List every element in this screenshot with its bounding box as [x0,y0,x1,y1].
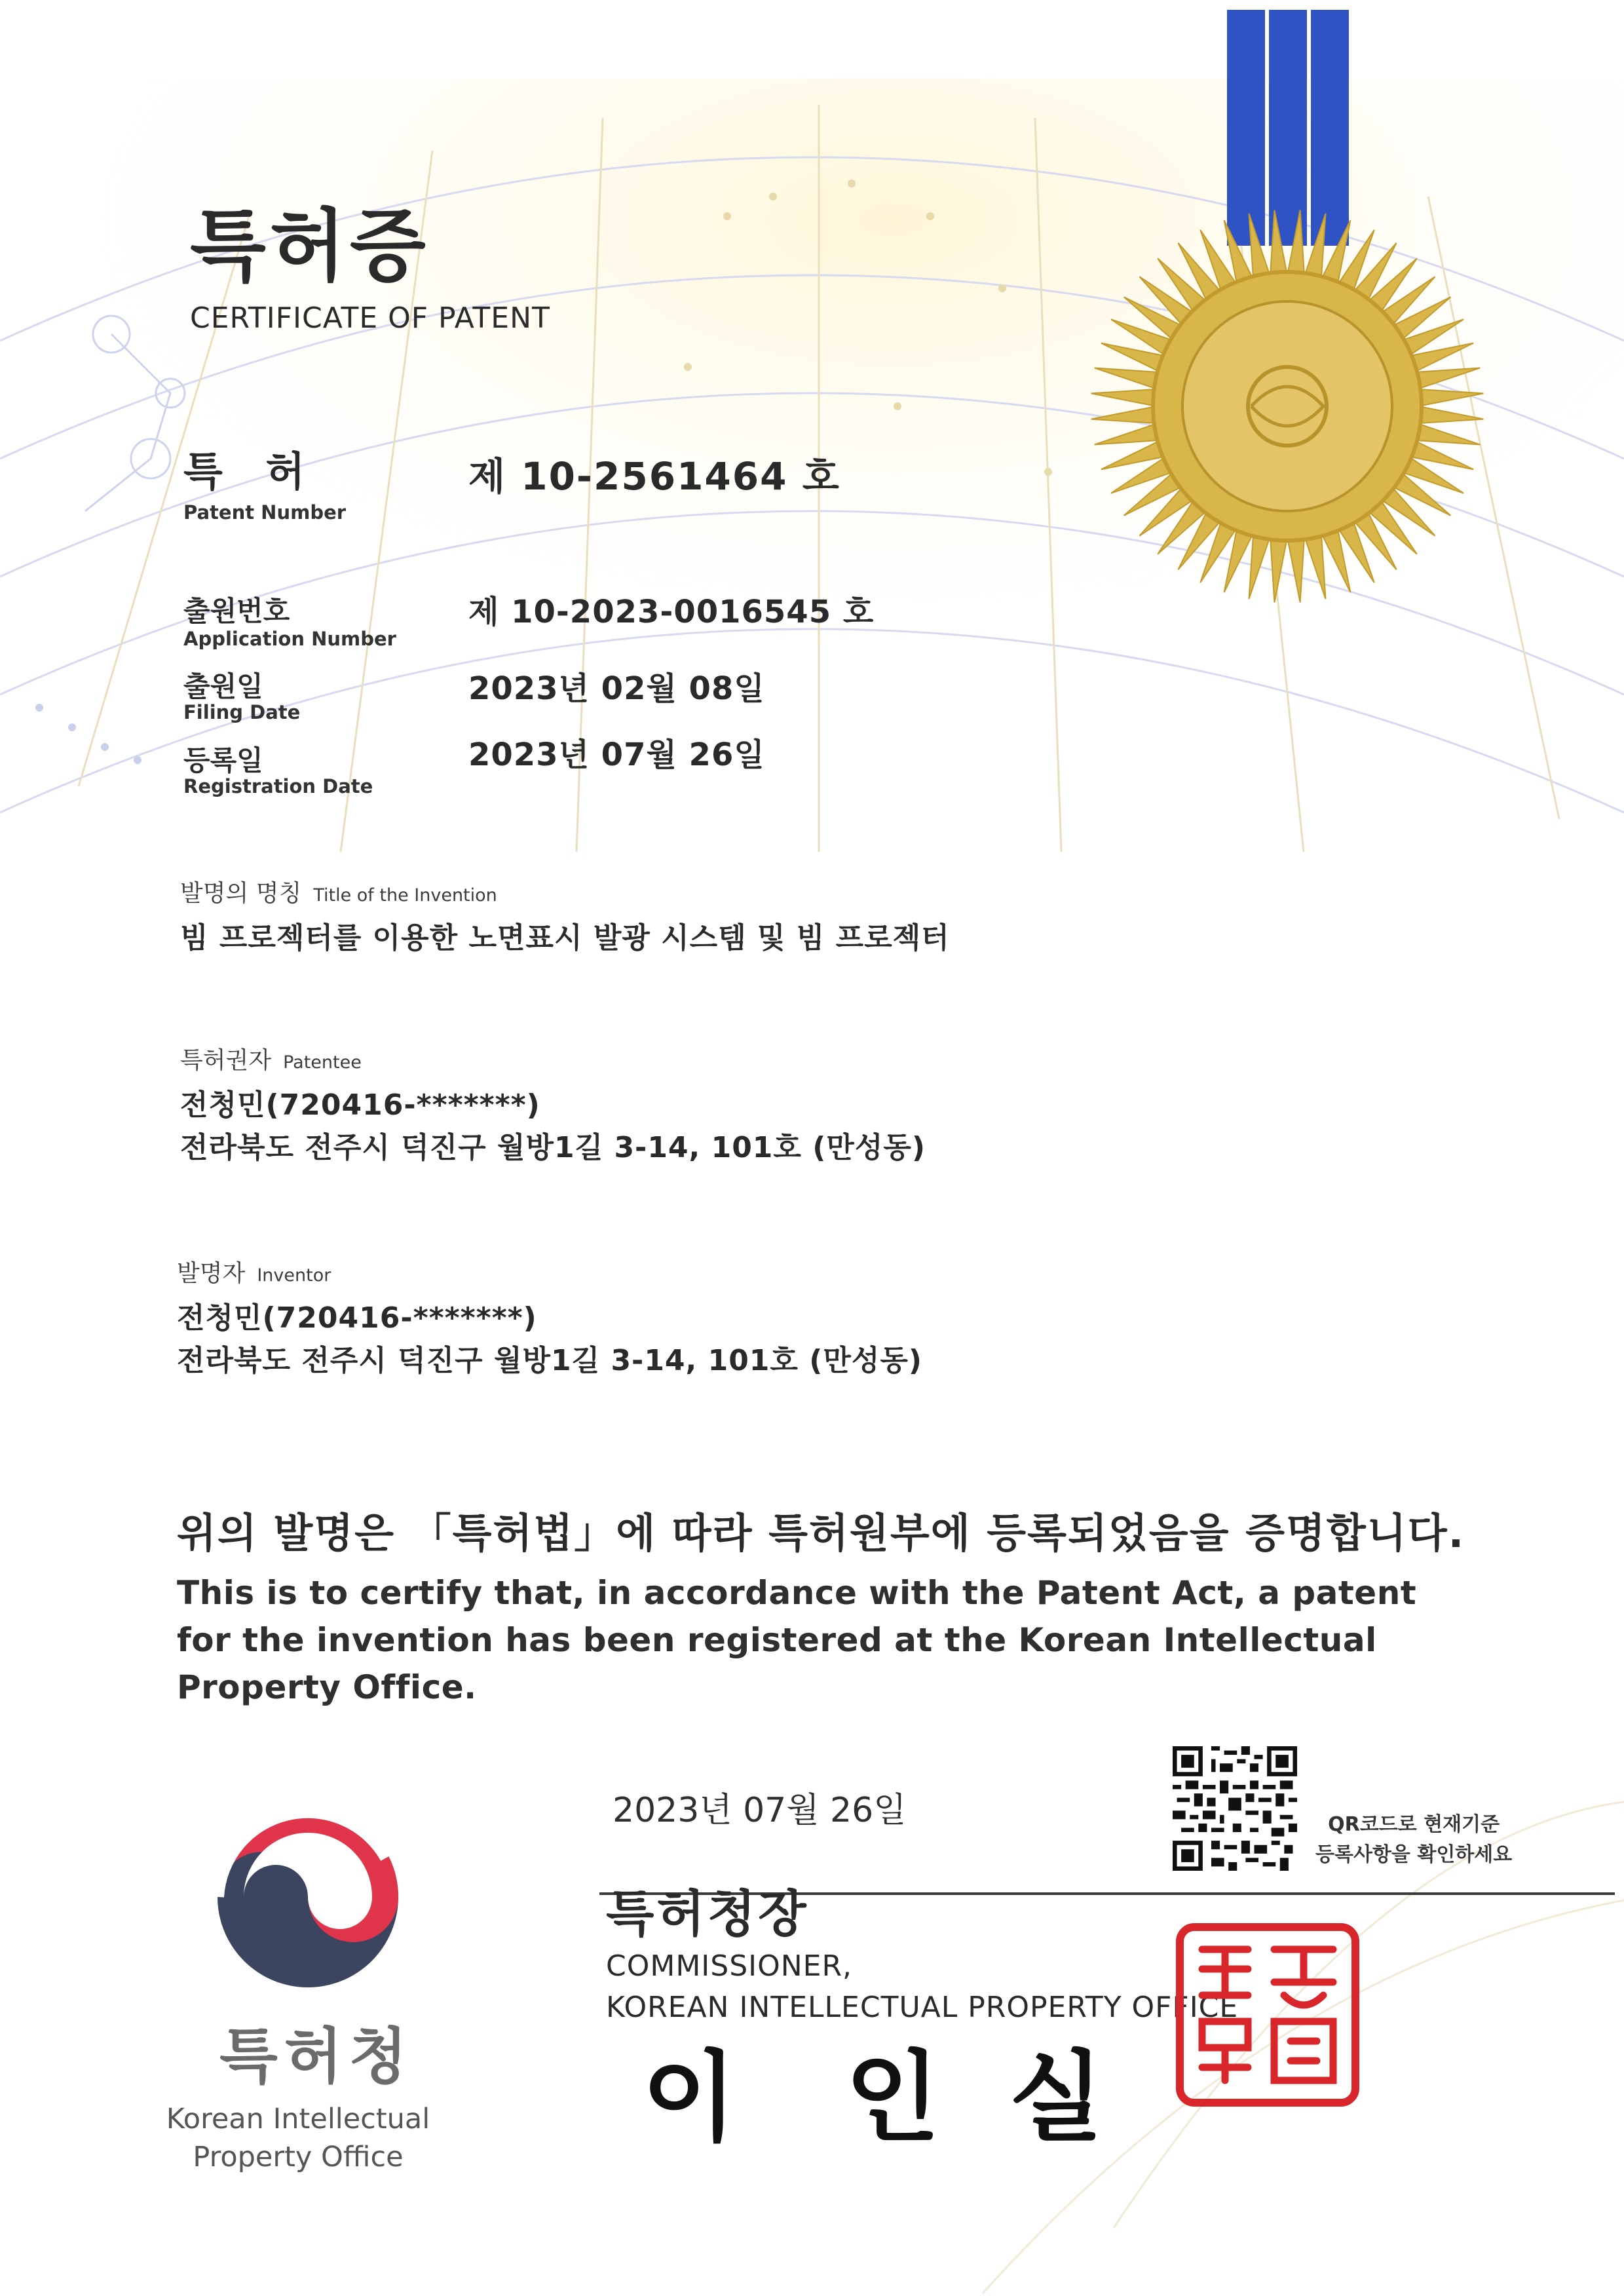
signature-char-1: 이 [642,2040,737,2155]
patent-number-label: 특 허 [183,448,320,495]
inventor-label-ko: 발명자 [177,1260,246,1287]
qr-note-line1: QR코드로 현재기준 [1328,1813,1500,1836]
patent-number-label-en: Patent Number [183,501,347,524]
signature-char-2: 인 [845,2040,940,2155]
qr-note-line2: 등록사항을 확인하세요 [1315,1843,1513,1866]
application-number-value: 제 10-2023-0016545 호 [468,594,875,630]
commissioner-title-en-line1: COMMISSIONER, [606,1949,852,1983]
inventor-name: 전청민(720416-*******) [177,1301,537,1335]
patentee-label-en: Patentee [283,1052,362,1073]
invention-label-ko: 발명의 명칭 [180,880,302,907]
commissioner-title-ko: 특허청장 [606,1885,809,1943]
office-name-en: Korean Intellectual Property Office [166,2103,430,2173]
filing-date-value: 2023년 02월 08일 [468,670,765,707]
registration-date-label: 등록일 [183,744,263,776]
inventor-section-label [177,1255,331,1288]
filing-date-label: 출원일 [183,670,263,702]
application-number-label: 출원번호 [183,595,290,627]
registration-date-value: 2023년 07월 26일 [468,737,765,773]
inventor-address: 전라북도 전주시 덕진구 월방1길 3-14, 101호 (만성동) [177,1344,922,1377]
document-title: 특허증 [190,201,430,292]
patentee-section-label [180,1042,362,1075]
application-number-label-en: Application Number [183,628,396,650]
patentee-address: 전라북도 전주시 덕진구 월방1길 3-14, 101호 (만성동) [180,1131,926,1164]
qr-note [1315,1810,1512,1870]
office-name-ko: 특허청 [219,2021,414,2092]
patentee-name: 전청민(720416-*******) [180,1088,540,1122]
kipo-taegeuk-logo [210,1799,406,1995]
invention-title: 빔 프로젝터를 이용한 노면표시 발광 시스템 및 빔 프로젝터 [180,921,950,955]
inventor-label-en: Inventor [257,1265,331,1286]
commissioner-title-en-line2: KOREAN INTELLECTUAL PROPERTY OFFICE [606,1991,1239,2024]
filing-date-label-en: Filing Date [183,701,301,723]
invention-section-label [180,875,497,908]
patent-number-value: 제 10-2561464 호 [468,454,840,499]
gold-medal-seal [1074,0,1494,622]
certification-statement-en: This is to certify that, in accordance with the Patent Act, a patent for the invention has been registered at the Korean Intellectual Property Office. [177,1574,1417,1706]
issue-date: 2023년 07월 26일 [613,1791,907,1830]
certification-statement-ko: 위의 발명은 「특허법」에 따라 특허원부에 등록되었음을 증명합니다. [177,1509,1465,1557]
qr-code[interactable] [1173,1746,1297,1871]
signature-char-3: 실 [1009,2040,1104,2155]
patentee-label-ko: 특허권자 [180,1047,272,1074]
invention-label-en: Title of the Invention [313,885,497,906]
official-red-stamp [1176,1923,1359,2107]
registration-date-label-en: Registration Date [183,775,373,797]
document-subtitle: CERTIFICATE OF PATENT [190,301,550,335]
